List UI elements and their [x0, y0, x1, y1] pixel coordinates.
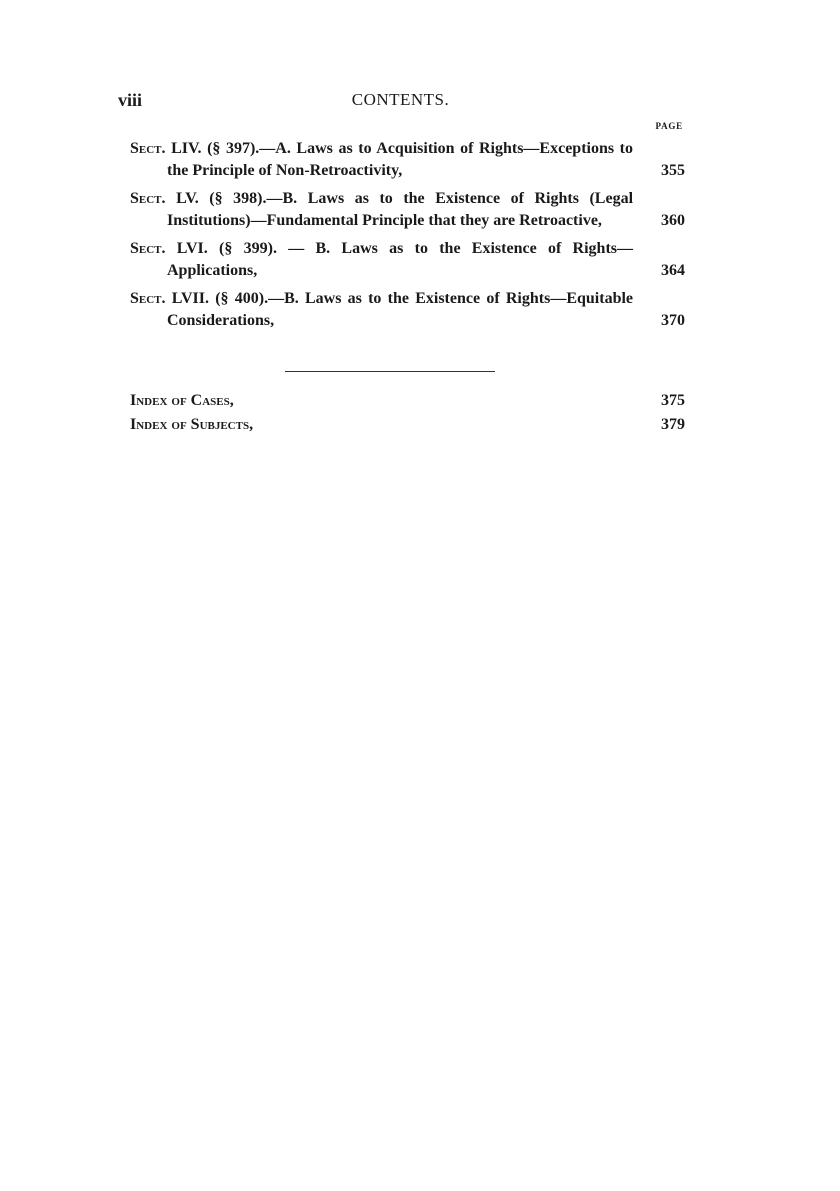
entry-page: 364 — [661, 262, 685, 279]
contents-entry — [130, 288, 685, 332]
entry-text: LIV. (§ 397).—A. Laws as to Acquisition of Rights—Exceptions to the Principle of Non-Retroactivity, — [167, 140, 634, 179]
entry-prefix: Sect. — [130, 190, 166, 207]
entry-text: LVII. (§ 400).—B. Laws as to the Existence of Rights—Equitable Considerations, — [167, 290, 634, 329]
page-number: viii — [118, 90, 143, 110]
index-page: 379 — [661, 416, 685, 433]
entry-text: LVI. (§ 399). — B. Laws as to the Existence of Rights—Applications, — [167, 240, 633, 279]
entry-prefix: Sect. — [130, 240, 166, 257]
entry-page: 355 — [661, 162, 685, 179]
entry-page: 370 — [661, 312, 685, 329]
index-page: 375 — [661, 392, 685, 409]
index-label: Index of Subjects, — [130, 416, 254, 433]
page-title: CONTENTS. — [351, 90, 450, 109]
page-column-label: PAGE — [655, 121, 683, 131]
contents-entry — [130, 188, 685, 232]
entry-text: LV. (§ 398).—B. Laws as to the Existence of Rights (Legal Institutions)—Fundamental Principle that they are Retroactive, — [167, 190, 634, 229]
entry-page: 360 — [661, 212, 685, 229]
entry-prefix: Sect. — [130, 140, 166, 157]
entry-prefix: Sect. — [130, 290, 166, 307]
contents-entry — [130, 138, 685, 182]
section-divider — [285, 371, 495, 372]
contents-entry — [130, 238, 685, 282]
index-entry — [130, 390, 685, 412]
contents-list — [130, 138, 685, 338]
index-label: Index of Cases, — [130, 392, 234, 409]
index-list — [130, 390, 685, 438]
running-head — [118, 90, 683, 114]
index-entry — [130, 414, 685, 436]
